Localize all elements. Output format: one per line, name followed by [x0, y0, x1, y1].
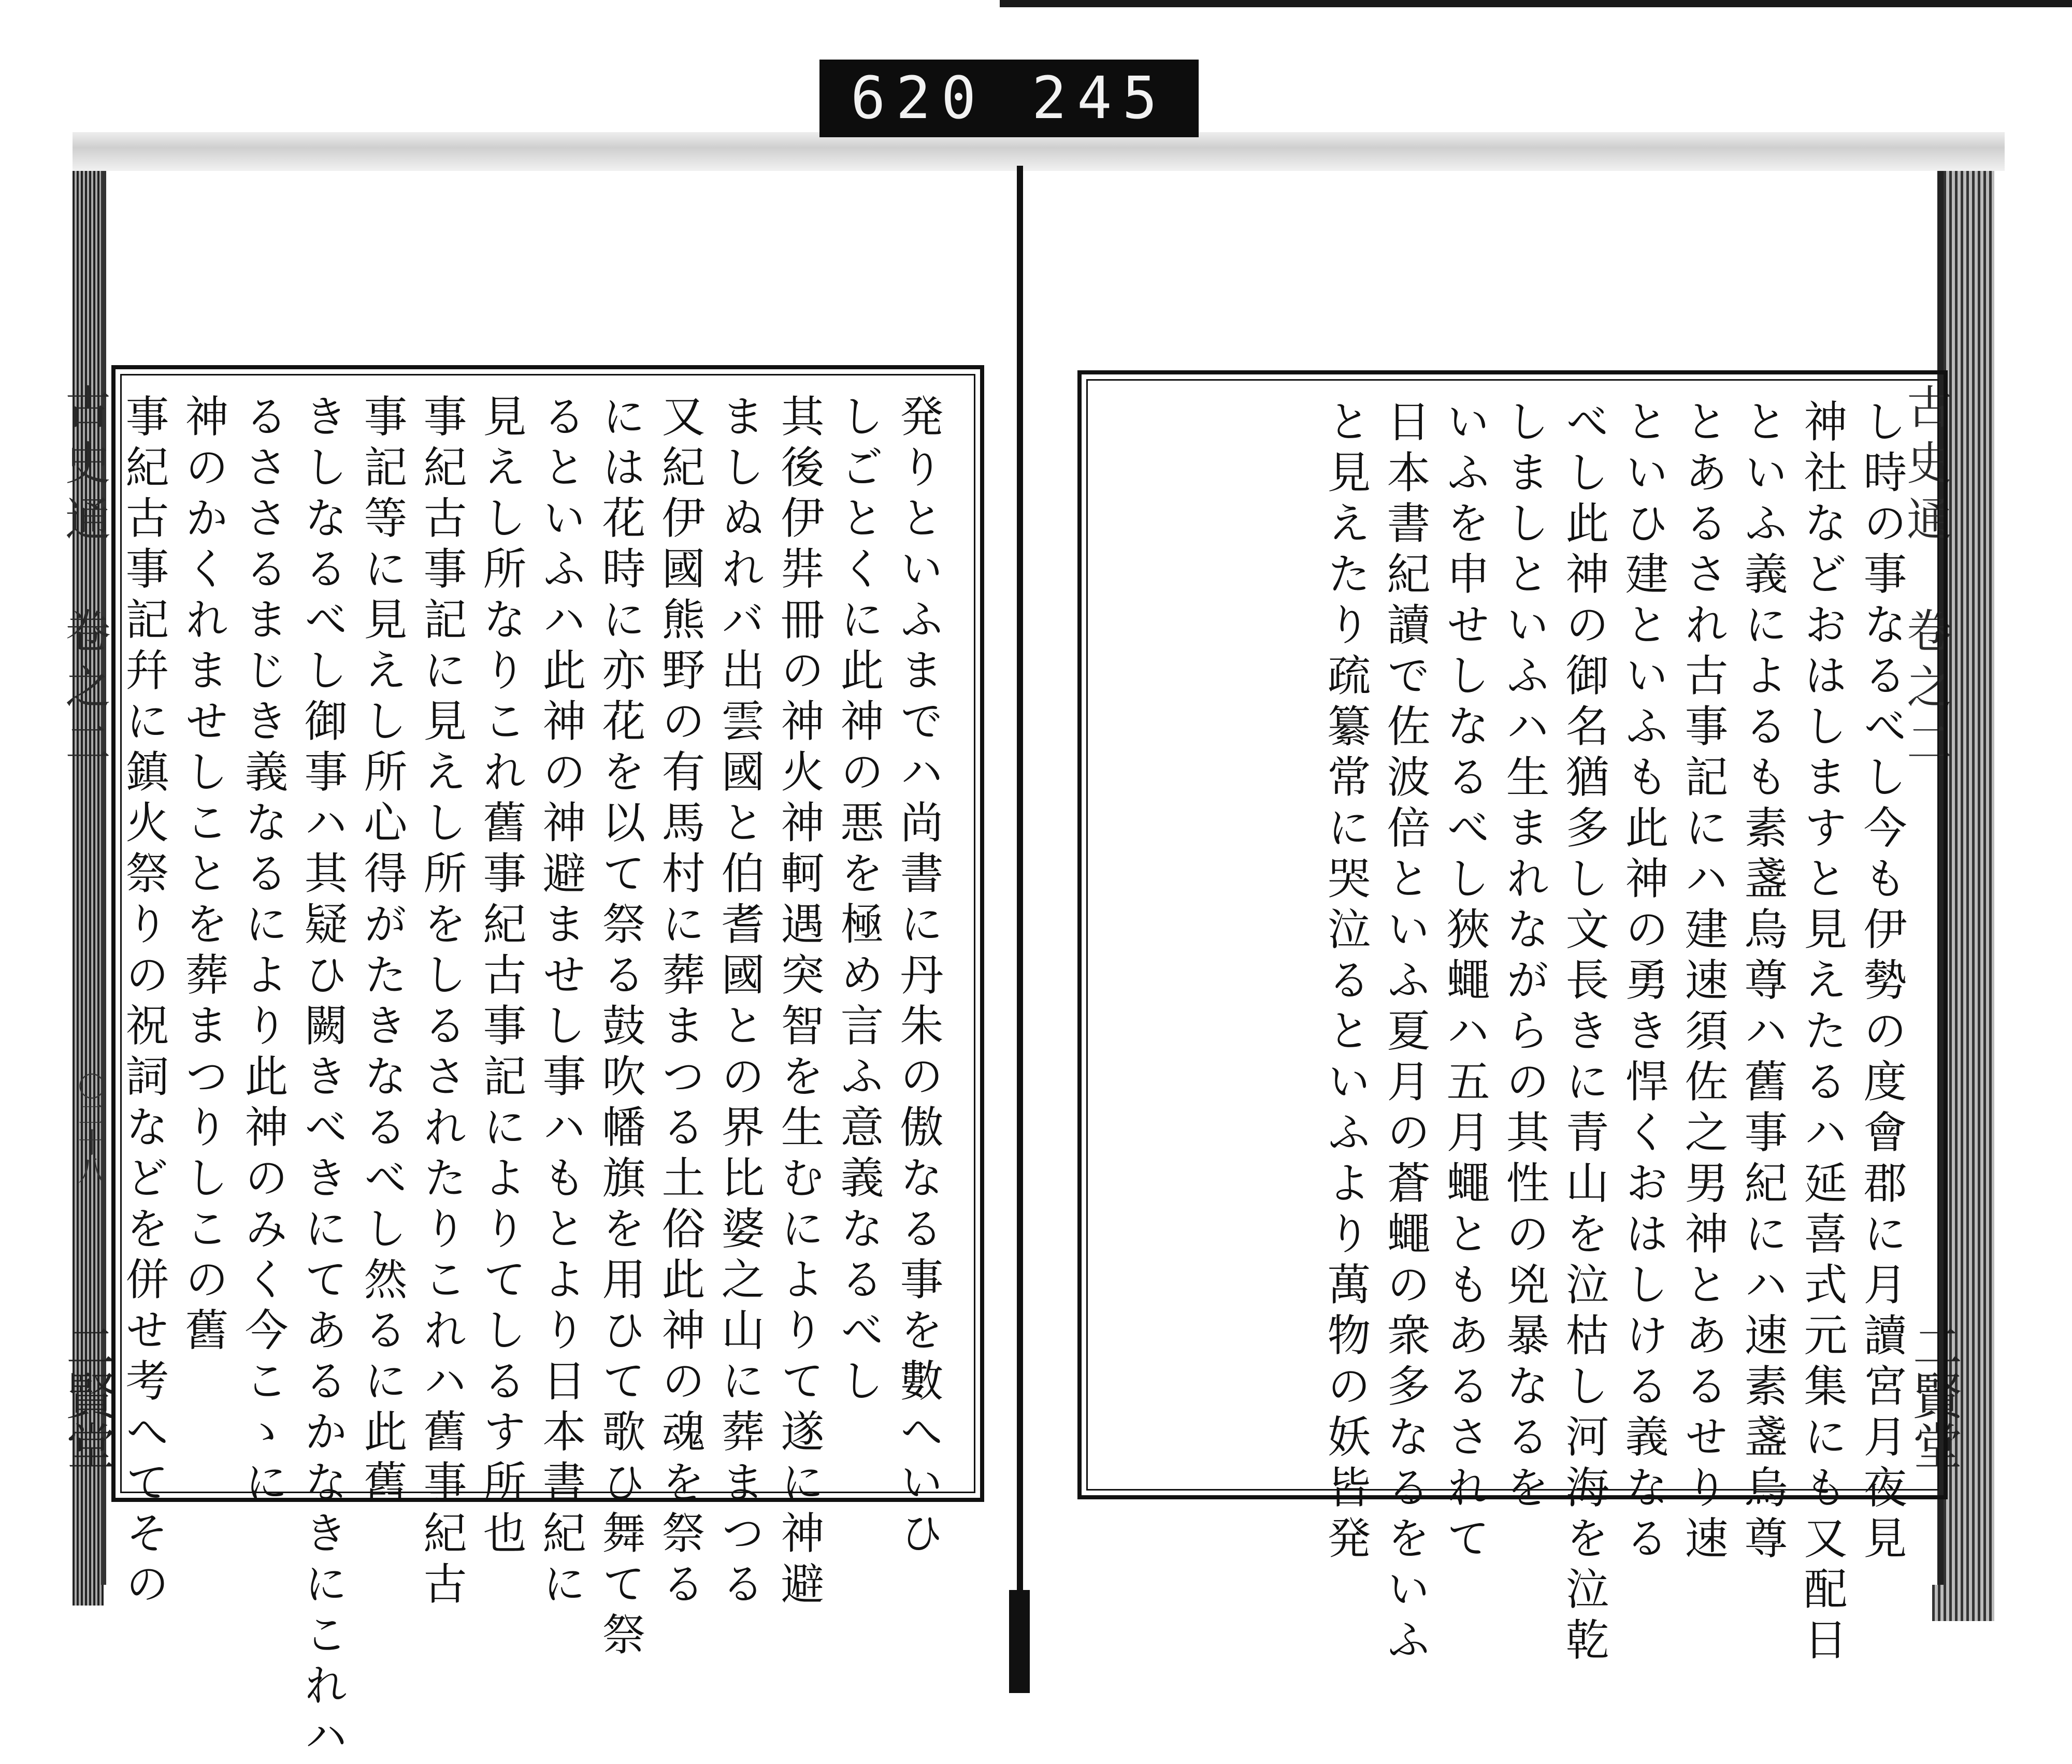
text-column: いふを申せしなるべし狹蠅ハ五月蠅ともあるされて: [1440, 399, 1490, 1566]
text-column: 又紀伊國熊野の有馬村に葬まつる土俗此神の魂を祭る: [655, 394, 706, 1612]
frame-number-text: 620 245: [850, 65, 1168, 132]
scan-border-top: [1000, 0, 2072, 7]
text-column: 神のかくれませしことを葬まつりしこの舊: [178, 394, 229, 1358]
text-column: 見えし所なりこれ舊事紀古事記によりてしるす所也: [476, 394, 527, 1561]
text-column: 其後伊弉冊の神火神軻遇突智を生むによりて遂に神避: [774, 394, 825, 1612]
left-margin-title: 古史通 卷之二: [58, 383, 111, 775]
text-column: 事紀古事記に見えし所をしるされたりこれハ舊事紀古: [416, 394, 467, 1612]
text-column: 神社などおはしますと見えたるハ延喜式元集にも又配日: [1797, 399, 1848, 1668]
page-top-shadow: [73, 132, 2005, 171]
right-margin-title: 古史通 卷之二: [1900, 383, 1953, 775]
left-publisher: 二賢堂: [58, 1321, 116, 1470]
left-text-columns: [119, 394, 948, 1764]
text-column: 日本書紀讀で佐波倍といふ夏月の蒼蠅の衆多なるをいふ: [1380, 399, 1431, 1668]
right-text-columns: [1114, 399, 1911, 1668]
text-column: といひ建といふも此神の勇き悍くおはしける義なる: [1618, 399, 1669, 1566]
text-column: しごとくに此神の悪を極め言ふ意義なるべし: [833, 394, 884, 1409]
text-column: きしなるべし御事ハ其疑ひ闕きべきにてあるかなきにこれハ: [297, 394, 348, 1764]
text-column: 事紀古事記幷に鎮火祭りの祝詞などを併せ考へてその: [119, 394, 169, 1612]
left-folio: 〇二十八: [74, 1072, 106, 1184]
text-column: 事記等に見えし所心得がたきなるべし然るに此舊: [357, 394, 408, 1510]
text-column: し時の事なるべし今も伊勢の度會郡に月讀宮月夜見: [1857, 399, 1907, 1566]
right-publisher: 二賢堂: [1905, 1321, 1963, 1470]
text-column: 発りといふまでハ尚書に丹朱の傲なる事を數へいひ: [893, 394, 944, 1561]
text-column: べし此神の御名猶多し文長きに青山を泣枯し河海を泣乾: [1559, 399, 1609, 1668]
text-column: と見えたり疏纂常に哭泣るといふより萬物の妖皆発: [1320, 399, 1371, 1566]
gutter-shadow: [1009, 1590, 1030, 1693]
text-column: しましといふハ生まれながらの其性の兇暴なるを: [1499, 399, 1550, 1515]
text-column: るといふハ此神の神避ませし事ハもとより日本書紀に: [536, 394, 586, 1612]
text-column: るささるまじき義なるにより此神のみく今こゝに: [238, 394, 289, 1510]
film-frame-number: [819, 60, 1199, 137]
text-column: とあるされ古事記にハ建速須佐之男神とあるせり速: [1678, 399, 1729, 1566]
text-column: には花時に亦花を以て祭る鼓吹幡旗を用ひて歌ひ舞て祭: [595, 394, 646, 1662]
text-column: ましぬれバ出雲國と伯耆國との界比婆之山に葬まつる: [714, 394, 765, 1612]
book-gutter: [1017, 166, 1023, 1637]
text-column: といふ義によるも素盞烏尊ハ舊事紀にハ速素盞烏尊: [1737, 399, 1788, 1566]
